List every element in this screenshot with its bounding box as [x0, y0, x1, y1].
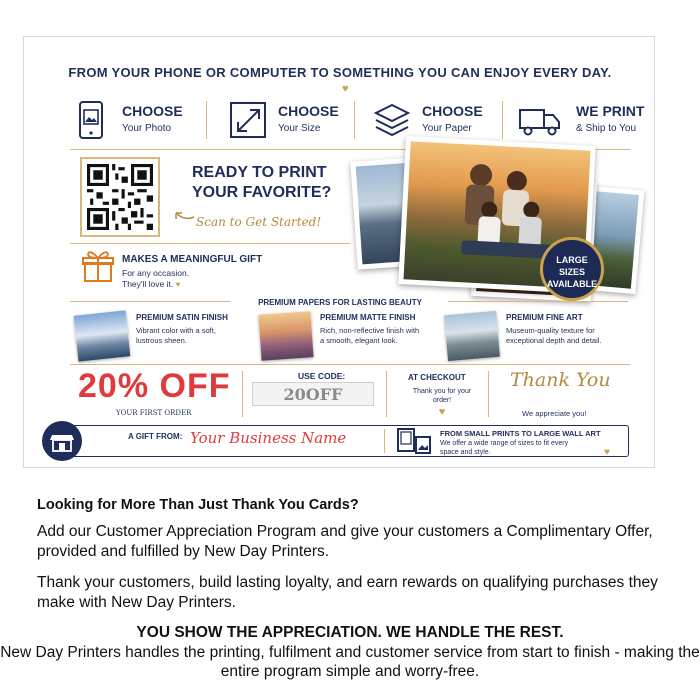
closing-paragraph: New Day Printers handles the printing, fulfilment and customer service from start to finish - making the entire program simple and worry-free. [0, 644, 700, 680]
steps-row [74, 99, 645, 143]
divider [488, 371, 489, 417]
papers-title: PREMIUM PAPERS FOR LASTING BEAUTY [258, 298, 422, 307]
step-title: WE PRINT [576, 103, 645, 119]
divider [242, 371, 243, 417]
qr-code[interactable] [80, 157, 160, 237]
divider [448, 301, 628, 302]
divider [386, 371, 387, 417]
headline: FROM YOUR PHONE OR COMPUTER TO SOMETHING YOU CAN ENJOY EVERY DAY. [68, 65, 612, 80]
program-paragraph: Add our Customer Appreciation Program and give your customers a Complimentary Offer, provided and fulfilled by New Day Printers. [37, 523, 653, 560]
discount-subtitle: YOUR FIRST ORDER [116, 409, 192, 417]
phone-photo-icon [74, 101, 110, 139]
divider [502, 101, 503, 139]
picture-frames-icon [396, 427, 432, 455]
checkout-title: AT CHECKOUT [408, 373, 466, 382]
heart-icon: ♥ [175, 280, 181, 289]
heart-icon: ♥ [438, 406, 446, 418]
resize-arrows-icon [230, 101, 266, 139]
storefront-icon [42, 421, 82, 461]
paper-title: PREMIUM MATTE FINISH [320, 313, 416, 322]
gift-icon [82, 249, 114, 283]
step-title: CHOOSE [422, 103, 483, 119]
gift-from-label: A GIFT FROM: [128, 432, 183, 441]
thank-you-script: Thank You [510, 369, 611, 391]
paper-title: PREMIUM SATIN FINISH [136, 313, 228, 322]
heart-icon: ♥ [604, 447, 610, 458]
step-title: CHOOSE [122, 103, 183, 119]
scan-prompt: Scan to Get Started! [196, 215, 322, 229]
paper-thumbnail [444, 311, 500, 361]
paper-stack-icon [374, 101, 410, 139]
paper-description: Rich, non-reflective finish with a smooth, elegant look. [320, 326, 420, 345]
arrow-icon [172, 207, 196, 223]
paper-thumbnail [74, 310, 131, 361]
gift-title: MAKES A MEANINGFUL GIFT [122, 254, 263, 265]
step-title: CHOOSE [278, 103, 339, 119]
sizes-title: FROM SMALL PRINTS TO LARGE WALL ART [440, 429, 601, 438]
postcard [23, 36, 655, 468]
checkout-description: Thank you for your order! ♥ [412, 388, 472, 418]
large-sizes-badge: LARGE SIZES AVAILABLE [540, 237, 604, 301]
divider [70, 364, 630, 365]
code-label: USE CODE: [298, 371, 346, 381]
sizes-description: We offer a wide range of sizes to fit every space and style. [440, 440, 569, 456]
divider [354, 101, 355, 139]
business-name: Your Business Name [190, 429, 347, 447]
thank-you-subtitle: We appreciate you! [522, 409, 587, 418]
promo-code[interactable]: 20OFF [252, 382, 374, 406]
paper-description: Museum-quality texture for exceptional depth and detail. [506, 326, 602, 345]
delivery-truck-icon [518, 101, 562, 139]
divider [384, 429, 385, 453]
step-subtitle: & Ship to You [576, 123, 637, 134]
gift-description: For any occasion. They'll love it. ♥ [122, 268, 190, 289]
divider [206, 101, 207, 139]
heart-icon: ♥ [342, 83, 349, 95]
ready-to-print-heading: READY TO PRINT YOUR FAVORITE? [192, 164, 332, 201]
paper-description: Vibrant color with a soft, lustrous sheen. [136, 326, 216, 345]
section-heading: Looking for More Than Just Thank You Cards? [37, 497, 359, 513]
paper-thumbnail [258, 311, 313, 361]
step-subtitle: Your Size [278, 123, 321, 134]
discount-headline: 20% OFF [78, 367, 231, 405]
step-subtitle: Your Paper [422, 123, 472, 134]
qr-code-icon [87, 164, 153, 230]
step-subtitle: Your Photo [122, 123, 172, 134]
divider [70, 243, 350, 244]
loyalty-paragraph: Thank your customers, build lasting loyalty, and earn rewards on qualifying purchases they make with New Day Printers. [37, 574, 658, 611]
paper-title: PREMIUM FINE ART [506, 313, 583, 322]
tagline: YOU SHOW THE APPRECIATION. WE HANDLE THE REST. [136, 624, 564, 641]
